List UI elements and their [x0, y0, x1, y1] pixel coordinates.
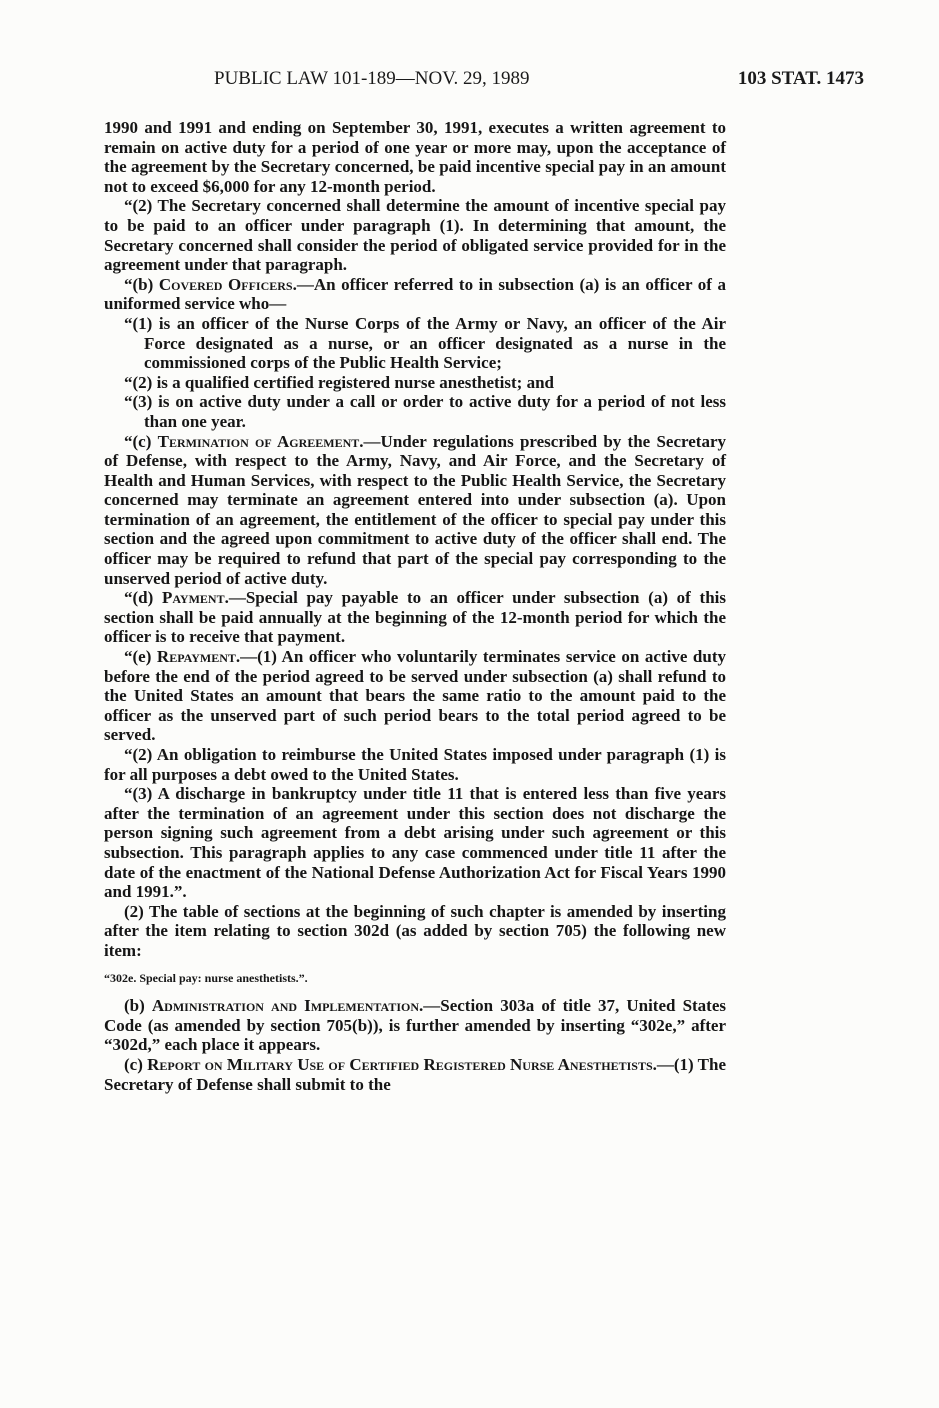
paragraph: (2) The table of sections at the beginning of such chapter is amended by inserting after the item relating to section 302d (as added by section 705) the following new item:: [104, 901, 726, 960]
subsection-b: [104, 275, 726, 314]
subsection-e: [104, 647, 726, 745]
section-b: [104, 996, 726, 1055]
statute-page-number: 103 STAT. 1473: [737, 68, 864, 89]
clause: “(3) is on active duty under a call or order to active duty for a period of not less than one year.: [124, 392, 726, 431]
body-text: [104, 118, 726, 1094]
subsection-heading: Report on Military Use of Certified Registered Nurse Anesthetists: [147, 1054, 653, 1074]
subsection-text: .—(1) An officer who voluntarily terminates service on active duty before the end of the period agreed to be served under subsection (a) shall refund to the United States an amount that bears the same ratio to the amount paid to the officer as the unserved part of such period bears to the total period agreed to be served.: [104, 647, 726, 745]
paragraph: “(2) An obligation to reimburse the United States imposed under paragraph (1) is for all purposes a debt owed to the United States.: [104, 745, 726, 784]
subsection-label: “(b): [124, 274, 159, 294]
public-law-citation: PUBLIC LAW 101-189—NOV. 29, 1989: [214, 68, 530, 89]
subsection-c: [104, 432, 726, 589]
subsection-heading: Termination of Agreement: [157, 431, 360, 451]
paragraph: 1990 and 1991 and ending on September 30, 1991, executes a written agreement to remain on active duty for a period of one year or more may, upon the acceptance of the agreement by the Secretary concerned, be paid incentive special pay in an amount not to exceed $6,000 for any 12-month period.: [104, 118, 726, 196]
subsection-label: (b): [124, 996, 152, 1016]
subsection-label: “(d): [124, 588, 162, 608]
subsection-d: [104, 588, 726, 647]
clause: “(2) is a qualified certified registered nurse anesthetist; and: [124, 372, 554, 392]
subsection-heading: Payment: [161, 588, 225, 608]
clause: “(1) is an officer of the Nurse Corps of the Army or Navy, an officer of the Air Force designated as a nurse, or an officer designated as a nurse in the commissioned corps of the Public Health Service;: [124, 313, 726, 373]
subsection-heading: Covered Officers: [158, 274, 293, 294]
section-c: [104, 1055, 726, 1094]
paragraph: “(3) A discharge in bankruptcy under title 11 that is entered less than five years after the termination of an agreement under this section does not discharge the person signing such agreement from a debt arising under such agreement or this subsection. This paragraph applies to any case commenced under title 11 after the date of the enactment of the National Defense Authorization Act for Fiscal Years 1990 and 1991.”.: [104, 784, 726, 902]
subsection-text: .—An officer referred to in subsection (a) is an officer of a uniformed service who—: [104, 274, 726, 314]
table-of-sections-item: “302e. Special pay: nurse anesthetists.”.: [104, 970, 308, 985]
subsection-label: (c): [124, 1054, 148, 1074]
subsection-text: .—Section 303a of title 37, United States Code (as amended by section 705(b)), is further amended by inserting “302e,” after “302d,” each place it appears.: [104, 996, 727, 1055]
subsection-text: .—(1) The Secretary of Defense shall submit to the: [104, 1054, 727, 1094]
running-head: [104, 68, 864, 94]
subsection-label: “(c): [124, 431, 158, 451]
subsection-heading: Administration and Implementation: [151, 996, 419, 1016]
subsection-label: “(e): [124, 647, 157, 667]
subsection-text: .—Special pay payable to an officer under subsection (a) of this section shall be paid annually at the beginning of the 12-month period for which the officer is to receive that payment.: [104, 588, 726, 647]
subsection-heading: Repayment: [156, 647, 236, 667]
paragraph: “(2) The Secretary concerned shall determine the amount of incentive special pay to be paid to an officer under paragraph (1). In determining that amount, the Secretary concerned shall consider the period of obligated service provided for in the agreement under that paragraph.: [104, 196, 726, 275]
subsection-text: .—Under regulations prescribed by the Secretary of Defense, with respect to the Army, Navy, and Air Force, and the Secretary of Health and Human Services, with respect to the Public Health Service, the Secretary concerned may terminate an agreement entered into under subsection (a). Upon termination of an agreement, the entitlement of the officer to special pay under this section and the agreed upon commitment to active duty of the officer shall end. The officer may be required to refund that part of the special pay corresponding to the unserved period of active duty.: [104, 431, 726, 588]
